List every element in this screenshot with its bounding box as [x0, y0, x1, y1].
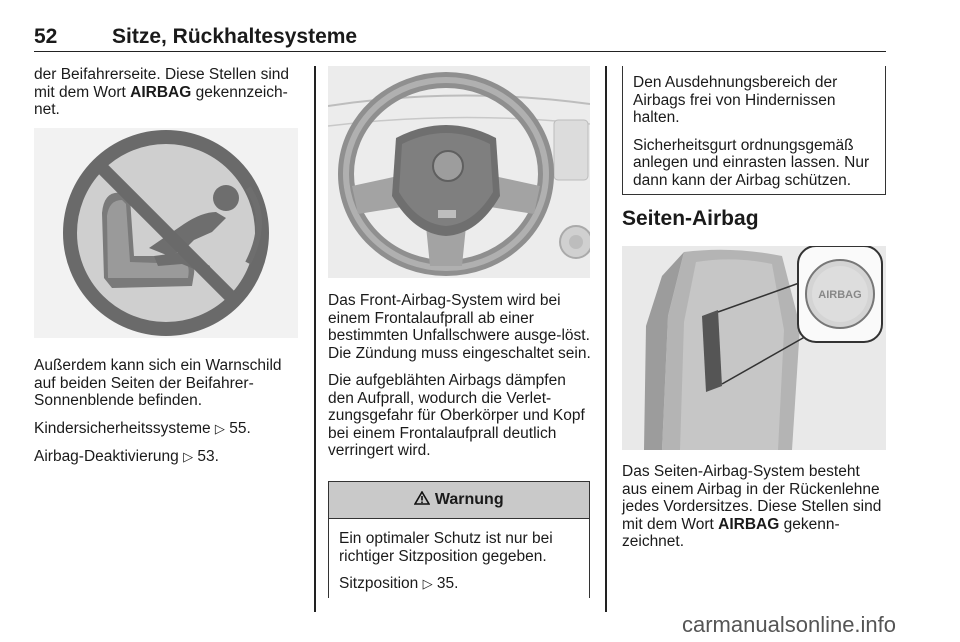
warning-header: [329, 482, 589, 519]
watermark: carmanualsonline.info: [682, 612, 897, 637]
page-title: Sitze, Rückhaltesysteme: [112, 25, 358, 48]
side-airbag-paragraph: Das Seiten-Airbag-System besteht aus einem Airbag in der Rückenlehne jedes Vordersitzes. Diese Stellen sind mit dem Wort AIRBAG gekenn-zeichnet.: [622, 463, 882, 550]
section-heading: Seiten-Airbag: [622, 207, 759, 230]
side-airbag-figure: [622, 246, 886, 450]
warning-triangle-icon: [414, 491, 430, 505]
note-clear-area: Den Ausdehnungsbereich der Airbags frei von Hindernissen halten.: [633, 74, 838, 126]
note-seatbelt: Sicherheitsgurt ordnungsgemäß anlegen und einrasten lassen. Nur dann kann der Airbag schützen.: [633, 136, 870, 189]
warning-box: [328, 481, 590, 598]
col2-text: [328, 292, 594, 460]
no-child-seat-figure: [34, 128, 298, 338]
airbag-badge-text: AIRBAG: [818, 289, 862, 301]
warning-text: Ein optimaler Schutz ist nur bei richtiger Sitzposition gegeben.: [339, 530, 553, 565]
steering-wheel-figure: [328, 66, 590, 278]
col1-text: [34, 357, 300, 467]
page-number: 52: [34, 25, 58, 48]
col1-intro: [34, 66, 300, 119]
note-body: [623, 66, 885, 197]
reference-seat-position[interactable]: Sitzposition ▷ 35.: [339, 575, 459, 592]
column-divider-1: [314, 66, 316, 612]
ref-arrow-icon: ▷: [422, 577, 433, 592]
inflated-airbags-paragraph: Die aufgeblähten Airbags dämpfen den Aufprall, wodurch die Verlet-zungsgefahr für Oberkörper und Kopf bei einem Frontalaufprall deutlich verringert wird.: [328, 372, 585, 459]
page-header: [34, 25, 886, 52]
reference-airbag-deactivation[interactable]: Airbag-Deaktivierung ▷ 53.: [34, 448, 219, 465]
reference-child-seats[interactable]: Kindersicherheitssysteme ▷ 55.: [34, 419, 251, 437]
ref-arrow-icon: ▷: [183, 450, 194, 465]
warning-body: [329, 519, 589, 602]
col3-text: [622, 463, 888, 551]
front-airbag-paragraph: Das Front-Airbag-System wird bei einem Frontalaufprall ab einer bestimmten Unfallschwere ausge-löst. Die Zündung muss eingeschaltet sein.: [328, 292, 591, 362]
ref-arrow-icon: ▷: [214, 421, 225, 437]
warning-title: Warnung: [434, 491, 504, 508]
intro-paragraph: der Beifahrerseite. Diese Stellen sind mit dem Wort AIRBAG gekennzeich-net.: [34, 66, 290, 118]
warning-continuation-box: [622, 66, 886, 195]
section-heading-wrap: [622, 207, 886, 231]
warning-label-paragraph: Außerdem kann sich ein Warnschild auf beiden Seiten der Beifahrer-Sonnenblende befinden.: [34, 357, 282, 409]
column-divider-2: [605, 66, 607, 612]
